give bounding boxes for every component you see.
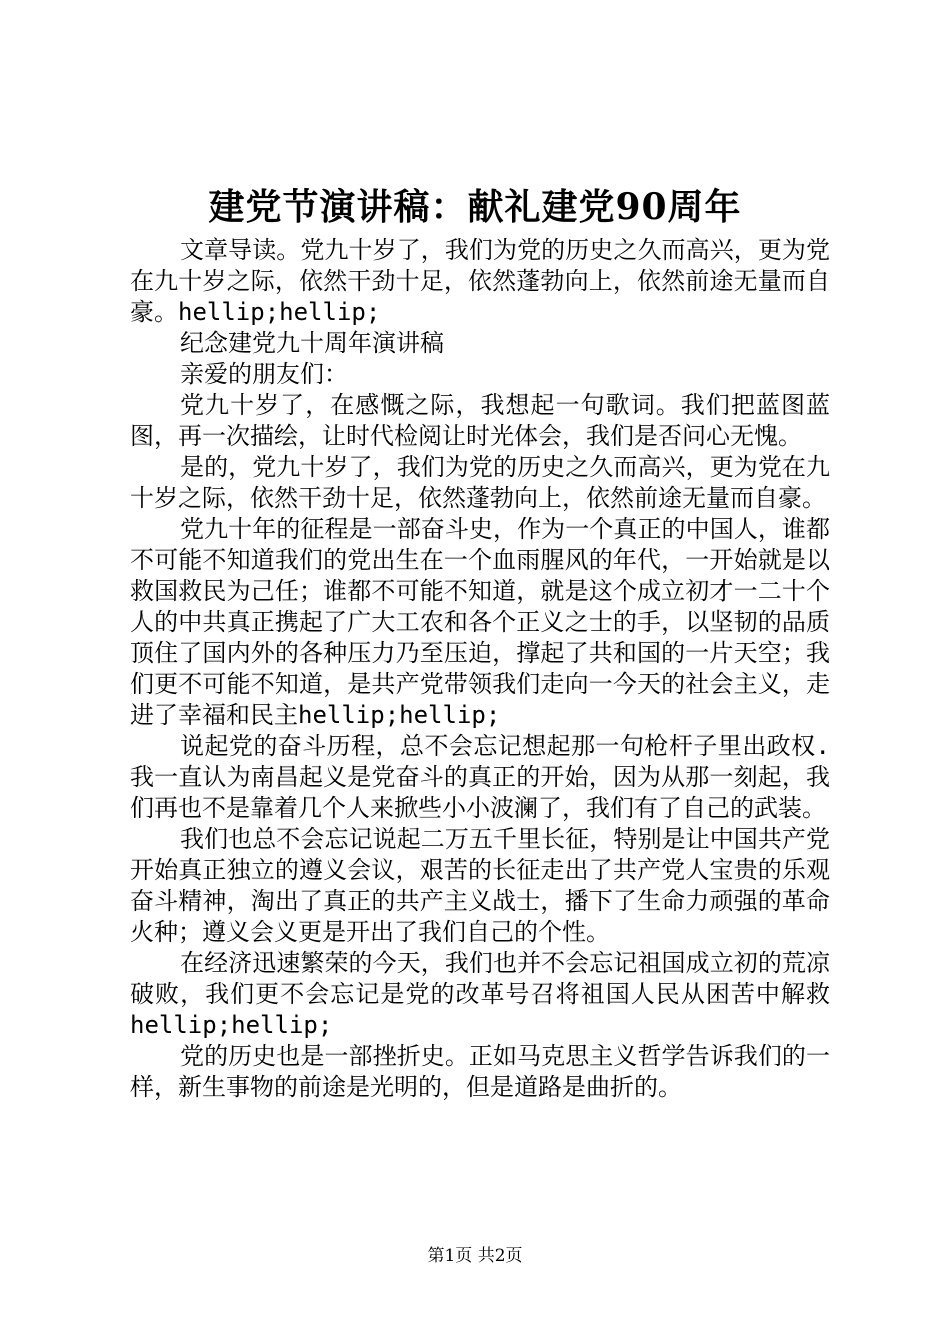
paragraph: 我们也总不会忘记说起二万五千里长征，特别是让中国共产党开始真正独立的遵义会议，艰苦的长征走出了共产党人宝贵的乐观奋斗精神，淘出了真正的共产主义战士，播下了生命力顽强的革命火种；遵义会义更是开出了我们自己的个性。 — [130, 825, 830, 946]
paragraph: 在经济迅速繁荣的今天，我们也并不会忘记祖国成立初的荒凉破败，我们更不会忘记是党的改革号召将祖国人民从困苦中解救hellip;hellip; — [130, 949, 830, 1039]
paragraph: 党九十年的征程是一部奋斗史，作为一个真正的中国人，谁都不可能不知道我们的党出生在一个血雨腥风的年代，一开始就是以救国救民为己任；谁都不可能不知道，就是这个成立初才一二十个人的中共真正携起了广大工农和各个正义之士的手，以坚韧的品质顶住了国内外的各种压力乃至压迫，撑起了共和国的一片天空；我们更不可能不知道，是共产党带领我们走向一今天的社会主义，走进了幸福和民主hellip;hellip; — [130, 515, 830, 729]
paragraph: 说起党的奋斗历程，总不会忘记想起那一句枪杆子里出政权.我一直认为南昌起义是党奋斗的真正的开始，因为从那一刻起，我们再也不是靠着几个人来掀些小小波澜了，我们有了自己的武装。 — [130, 732, 830, 822]
paragraph: 党的历史也是一部挫折史。正如马克思主义哲学告诉我们的一样，新生事物的前途是光明的，但是道路是曲折的。 — [130, 1042, 830, 1101]
page-footer: 第1页 共2页 — [427, 1246, 523, 1266]
paragraph-salutation: 亲爱的朋友们： — [180, 360, 348, 388]
paragraph: 党九十岁了，在感慨之际，我想起一句歌词。我们把蓝图蓝图，再一次描绘，让时代检阅让时光体会，我们是否问心无愧。 — [130, 391, 830, 450]
document-title: 建党节演讲稿：献礼建党90周年 — [208, 186, 742, 228]
paragraph: 是的，党九十岁了，我们为党的历史之久而高兴，更为党在九十岁之际，依然干劲十足，依然蓬勃向上，依然前途无量而自豪。 — [130, 453, 830, 512]
paragraph-intro: 文章导读。党九十岁了，我们为党的历史之久而高兴，更为党在九十岁之际，依然干劲十足，依然蓬勃向上，依然前途无量而自豪。hellip;hellip; — [130, 236, 830, 326]
paragraph-subtitle: 纪念建党九十周年演讲稿 — [180, 329, 444, 357]
document-body — [130, 235, 830, 1103]
